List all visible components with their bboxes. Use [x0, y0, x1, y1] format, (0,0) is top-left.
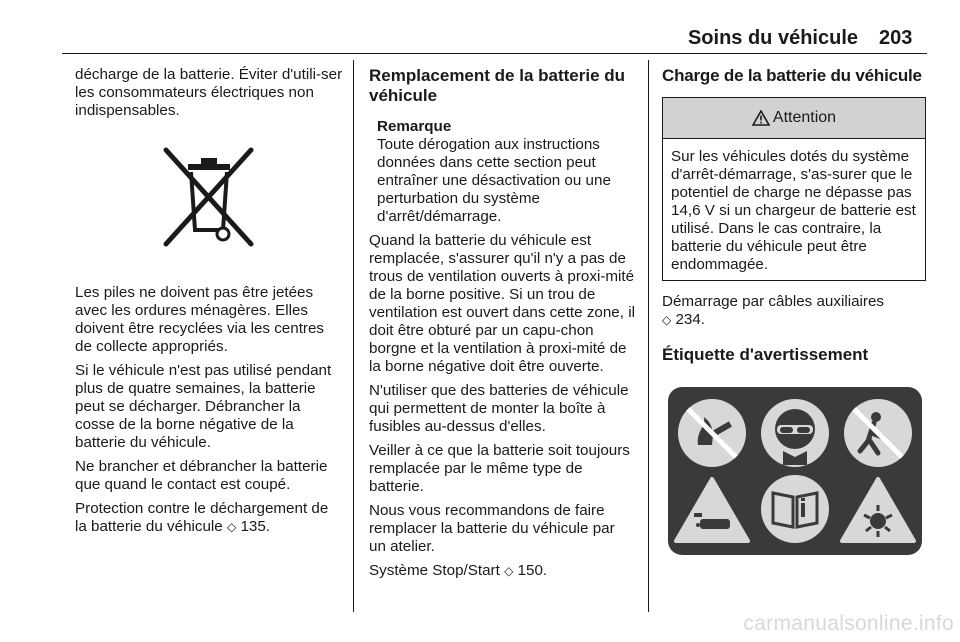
column-divider-2	[648, 60, 649, 612]
page-reference-link[interactable]	[227, 518, 270, 535]
paragraph: Veiller à ce que la batterie soit toujours remplacée par le même type de batterie.	[369, 442, 630, 495]
note-block	[377, 118, 635, 226]
paragraph: Nous vous recommandons de faire remplacer la batterie du véhicule par un atelier.	[369, 502, 615, 555]
watermark: carmanualsonline.info	[743, 612, 954, 635]
paragraph: Ne brancher et débrancher la batterie que quand le contact est coupé.	[75, 458, 328, 493]
paragraph	[75, 500, 343, 536]
page-reference: 135.	[240, 518, 271, 535]
reference-arrow-icon: ◇	[227, 520, 237, 534]
paragraph	[369, 562, 635, 580]
attention-box	[662, 97, 926, 281]
section-title: Soins du véhicule	[687, 27, 858, 49]
column-1	[75, 66, 343, 542]
section-heading: Charge de la batterie du véhicule	[662, 66, 922, 85]
page-number: 203	[879, 27, 913, 49]
recycling-bin-icon	[75, 126, 343, 272]
paragraph: décharge de la batterie. Éviter d'utili-ser les consommateurs électriques non indispensables.	[75, 66, 343, 119]
reference-arrow-icon: ◇	[504, 564, 514, 578]
read-manual-icon	[761, 475, 829, 543]
note-text: Toute dérogation aux instructions données dans cette section peut entraîner une désactivation ou une perturbation du système d'arrêt/démarrage.	[377, 136, 611, 225]
page-reference: 234.	[675, 311, 706, 328]
note-label: Remarque	[377, 118, 452, 135]
crossed-out-bin-icon	[161, 144, 257, 254]
attention-header	[663, 98, 925, 139]
reference-arrow-icon: ◇	[662, 313, 672, 327]
column-3	[662, 66, 926, 555]
paragraph: Si le véhicule n'est pas utilisé pendant plus de quatre semaines, la batterie peut se décharger. Débrancher la cosse de la borne négative de la batterie du véhicule.	[75, 362, 332, 451]
column-divider-1	[353, 60, 354, 612]
page-reference-link[interactable]	[662, 311, 705, 328]
attention-text: Sur les véhicules dotés du système d'arrêt-démarrage, s'as-surer que le potentiel de charge ne dépasse pas 14,6 V si un chargeur de batterie est utilisé. Dans le cas contraire, la batterie du véhicule peut être endommagée.	[671, 148, 916, 273]
attention-title: Attention	[772, 109, 837, 126]
paragraph-text: Démarrage par câbles auxiliaires	[662, 293, 885, 310]
page-reference-link[interactable]	[504, 562, 547, 579]
paragraph: Les piles ne doivent pas être jetées avec les ordures ménagères. Elles doivent être recyclées via les centres de collecte appropriés.	[75, 284, 325, 355]
keep-children-away-icon	[844, 399, 912, 467]
column-2	[369, 66, 635, 586]
paragraph-text: Système Stop/Start	[369, 562, 500, 579]
paragraph: N'utiliser que des batteries de véhicule qui permettent de monter la boîte à fusibles au-dessus d'elles.	[369, 382, 629, 435]
section-heading: Remplacement de la batterie du véhicule	[369, 66, 626, 105]
page-reference: 150.	[517, 562, 548, 579]
section-heading: Étiquette d'avertissement	[662, 345, 869, 364]
header-rule	[62, 53, 927, 54]
no-flames-icon	[678, 399, 746, 467]
warning-label-image	[668, 387, 922, 555]
paragraph: Quand la batterie du véhicule est remplacée, s'assurer qu'il n'y a pas de trous de ventilation ouverts à proxi-mité de la borne positive. Si un trou de ventilation est ouvert dans cette zone, il doit être obturé par un capu-chon borgne et la ventilation à proxi-mité de la borne négative doit être ouverte.	[369, 232, 635, 375]
warning-triangle-icon	[752, 110, 770, 126]
paragraph-text: Protection contre le déchargement de la batterie du véhicule	[75, 500, 329, 535]
paragraph	[662, 293, 926, 329]
eye-protection-icon	[761, 399, 829, 467]
